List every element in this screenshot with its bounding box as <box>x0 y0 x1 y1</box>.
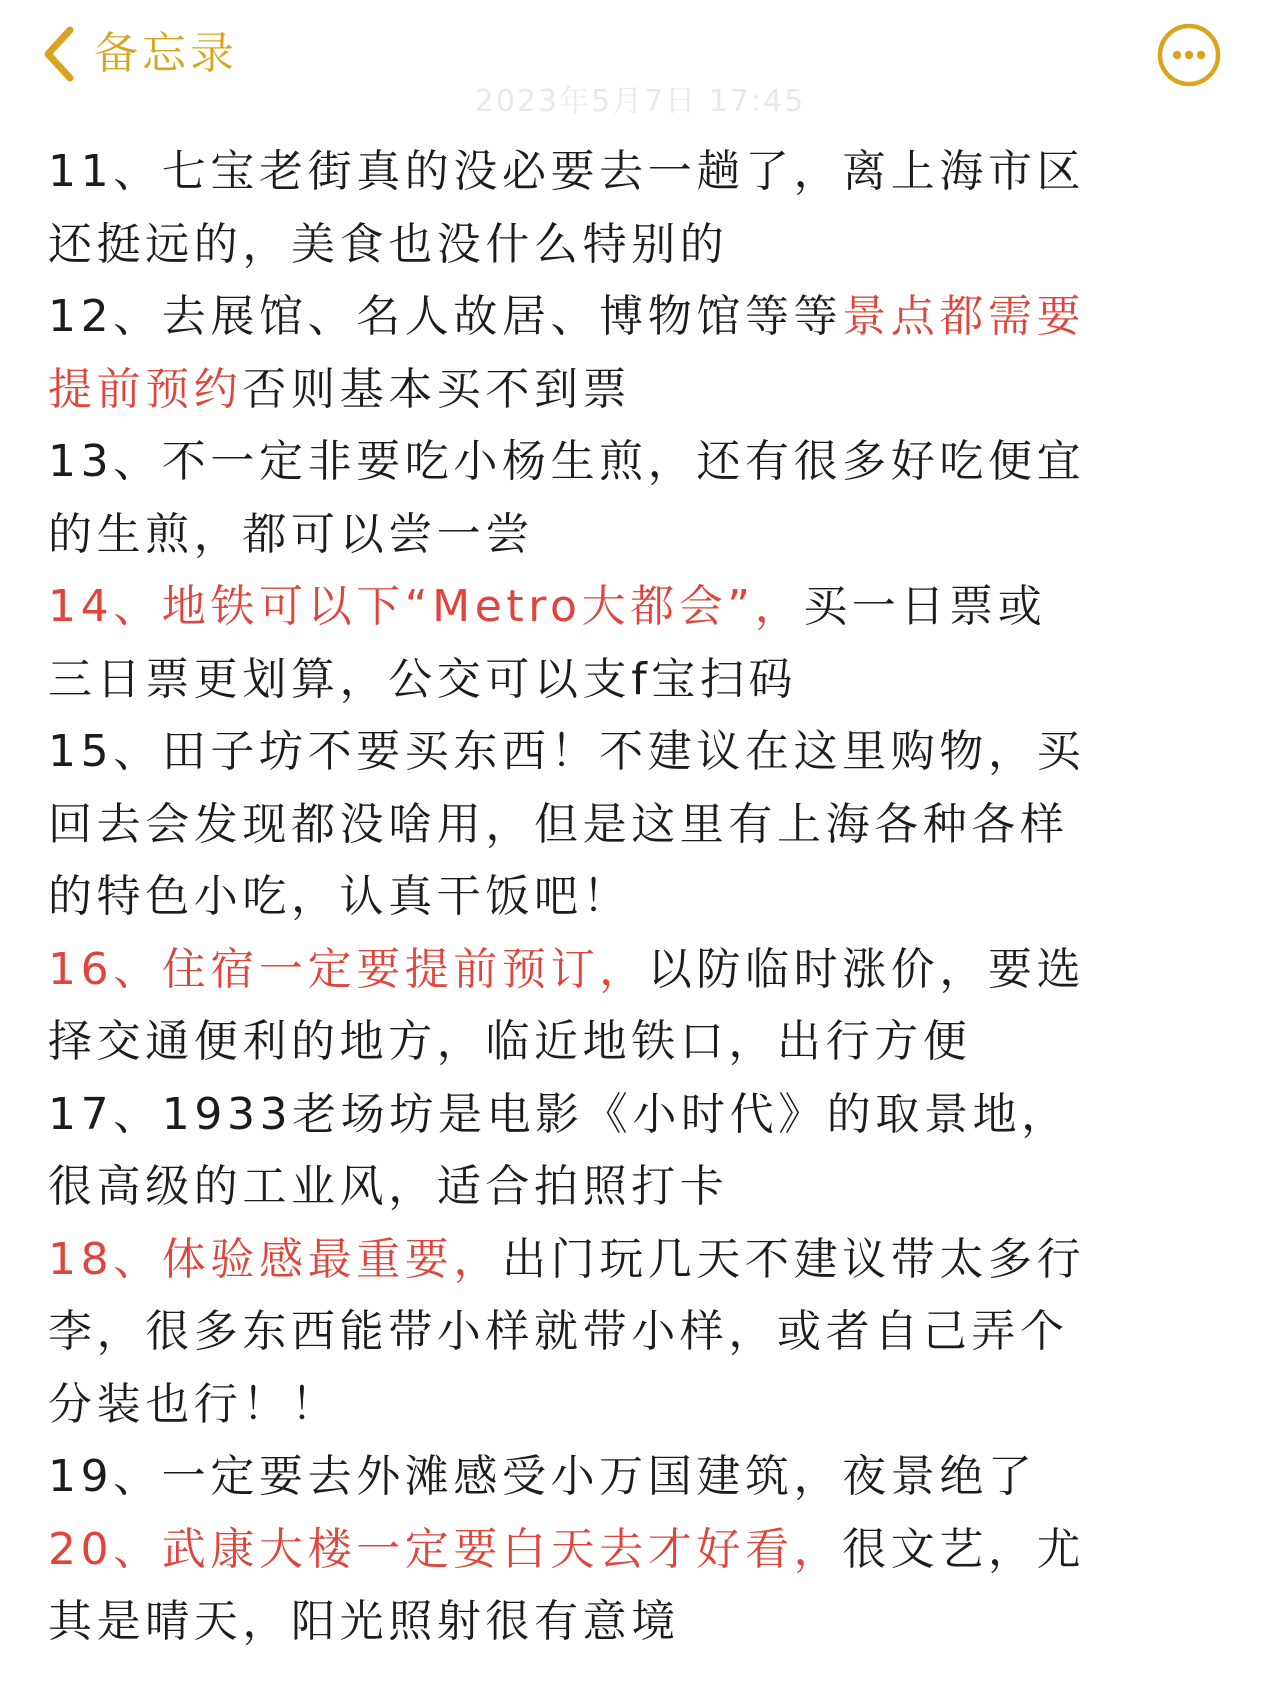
highlighted-text: 18、体验感最重要， <box>48 1233 502 1285</box>
nav-bar <box>0 0 1280 120</box>
note-line <box>48 789 1248 862</box>
note-item <box>48 934 1248 1079</box>
note-text: 13、不一定非要吃小杨生煎，还有很多好吃便宜 <box>48 436 1086 487</box>
note-item <box>48 1079 1248 1224</box>
note-line <box>48 644 1248 717</box>
note-text: 17、1933老场坊是电影《小时代》的取景地， <box>48 1088 1070 1140</box>
note-text: 很文艺，尤 <box>842 1523 1086 1575</box>
ellipsis-circle-icon <box>1156 73 1222 92</box>
note-line <box>48 934 1248 1007</box>
highlighted-text: 16、住宿一定要提前预订， <box>48 943 648 995</box>
note-text: 的特色小吃，认真干饭吧！ <box>48 871 632 922</box>
note-text: 12、去展馆、名人故居、博物馆等等 <box>48 291 843 342</box>
note-text: 很高级的工业风，适合拍照打卡 <box>48 1161 729 1212</box>
back-label: 备忘录 <box>94 28 238 79</box>
note-line <box>48 354 1248 427</box>
note-text: 以防临时涨价，要选 <box>647 943 1086 995</box>
more-button[interactable] <box>1156 22 1222 88</box>
highlighted-text: 14、地铁可以下“Metro大都会”， <box>48 581 804 632</box>
note-line <box>48 1369 1248 1442</box>
note-text: 择交通便利的地方，临近地铁口，出行方便 <box>48 1016 972 1067</box>
highlighted-text: 景点都需要 <box>842 291 1086 342</box>
note-item <box>48 571 1248 716</box>
note-item <box>48 426 1248 571</box>
note-line <box>48 1296 1248 1369</box>
note-line <box>48 499 1248 572</box>
highlighted-text: 提前预约 <box>48 363 243 415</box>
note-text: 还挺远的，美食也没什么特别的 <box>48 218 729 270</box>
note-text: 分装也行！！ <box>48 1378 340 1430</box>
note-text: 19、一定要去外滩感受小万国建筑，夜景绝了 <box>48 1451 1037 1502</box>
note-text: 11、七宝老街真的没必要去一趟了，离上海市区 <box>48 146 1086 197</box>
note-line <box>48 209 1248 282</box>
note-line <box>48 1151 1248 1224</box>
note-line <box>48 1006 1248 1079</box>
note-line <box>48 1514 1248 1587</box>
note-line <box>48 1224 1248 1297</box>
note-line <box>48 716 1248 789</box>
note-line <box>48 571 1248 644</box>
note-line <box>48 426 1248 499</box>
note-line <box>48 136 1248 209</box>
note-item <box>48 136 1248 281</box>
note-text: 其是晴天，阳光照射很有意境 <box>48 1596 680 1647</box>
note-timestamp: 2023年5月7日 17:45 <box>474 84 806 119</box>
note-line <box>48 281 1248 354</box>
note-text: 15、田子坊不要买东西！不建议在这里购物，买 <box>48 726 1086 777</box>
note-text: 的生煎，都可以尝一尝 <box>48 508 534 560</box>
note-text: 李，很多东西能带小样就带小样，或者自己弄个 <box>48 1306 1069 1357</box>
note-text: 三日票更划算，公交可以支f宝扫码 <box>48 653 798 705</box>
note-text: 买一日票或 <box>803 581 1047 632</box>
note-item <box>48 1224 1248 1442</box>
note-item <box>48 1441 1248 1514</box>
note-body[interactable] <box>48 136 1248 1659</box>
note-line <box>48 1079 1248 1152</box>
note-item <box>48 281 1248 426</box>
note-line <box>48 1586 1248 1659</box>
note-item <box>48 716 1248 934</box>
note-text: 回去会发现都没啥用，但是这里有上海各种各样 <box>48 798 1069 850</box>
note-line <box>48 1441 1248 1514</box>
note-text: 否则基本买不到票 <box>242 363 632 415</box>
note-line <box>48 861 1248 934</box>
note-text: 出门玩几天不建议带太多行 <box>502 1233 1086 1285</box>
highlighted-text: 20、武康大楼一定要白天去才好看， <box>48 1523 843 1575</box>
note-item <box>48 1514 1248 1659</box>
